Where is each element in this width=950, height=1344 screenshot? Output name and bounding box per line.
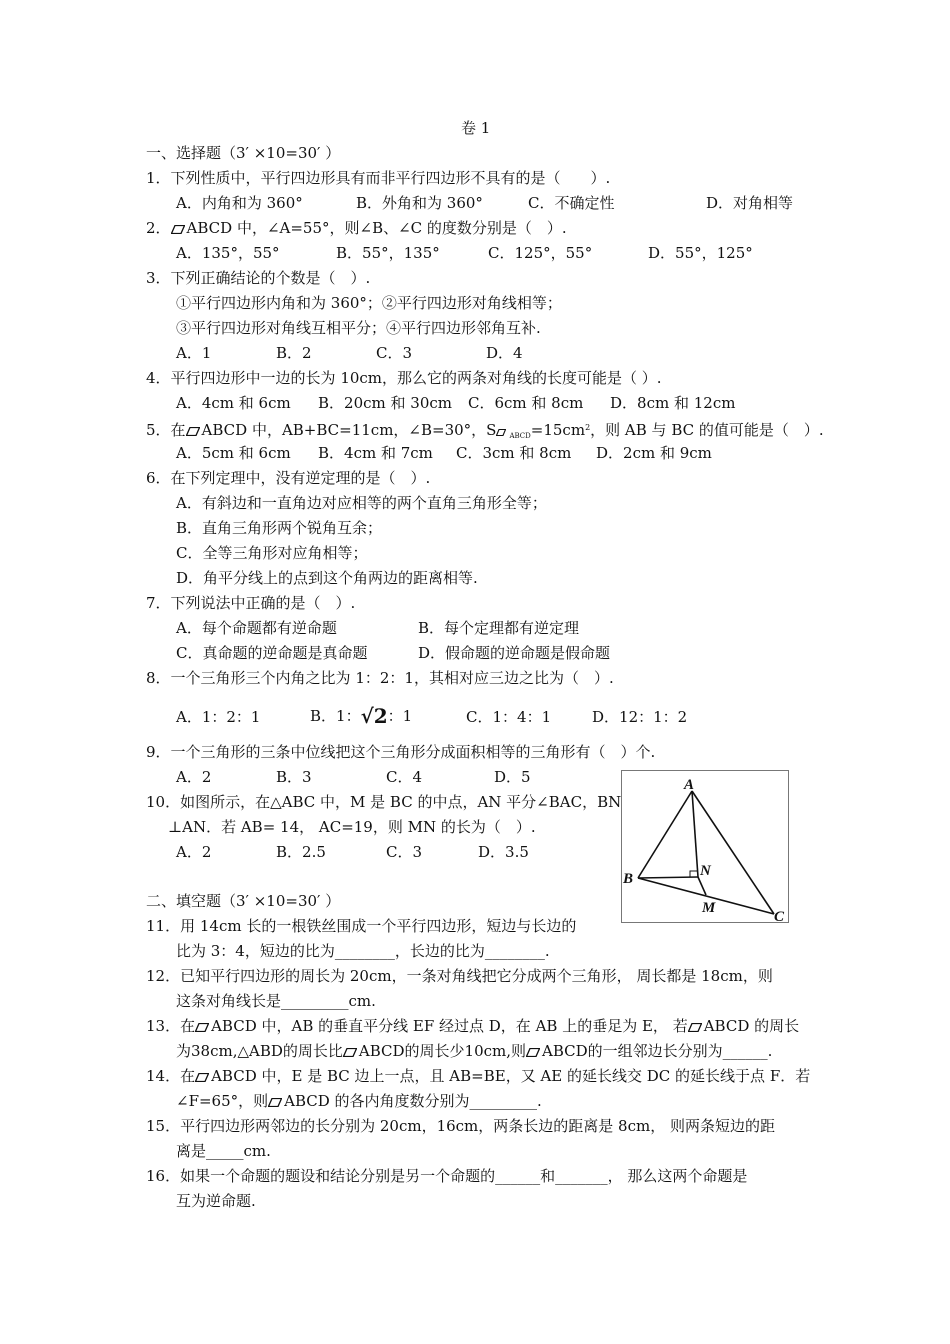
parallelogram-icon bbox=[343, 1048, 357, 1057]
q14-line-1 bbox=[146, 1066, 810, 1086]
q5-option-b: B．4cm 和 7cm bbox=[318, 444, 433, 462]
q1-option-a: A．内角和为 360° bbox=[176, 194, 303, 212]
q10-option-d: D．3.5 bbox=[478, 843, 529, 861]
parallelogram-icon bbox=[526, 1048, 540, 1057]
q5-text: ABCD 中，AB+BC=11cm，∠B=30°，S bbox=[201, 421, 497, 439]
segment-nm bbox=[698, 877, 706, 895]
q9-option-b: B．3 bbox=[276, 768, 312, 786]
q12-line-1: 12．已知平行四边形的周长为 20cm，一条对角线把它分成两个三角形， 周长都是 18cm，则 bbox=[146, 967, 773, 985]
q13-text-4: ABCD的周长少10cm,则 bbox=[358, 1042, 527, 1060]
q15-line-2: 离是_____cm. bbox=[176, 1142, 271, 1160]
label-c: C bbox=[774, 909, 785, 922]
q4-option-b: B．20cm 和 30cm bbox=[318, 394, 452, 412]
triangle-figure bbox=[621, 770, 789, 923]
label-b: B bbox=[623, 871, 634, 887]
q6-option-c: C．全等三角形对应角相等； bbox=[176, 544, 368, 562]
q8-option-d: D．12：1：2 bbox=[592, 708, 688, 726]
q8-option-c: C．1：4：1 bbox=[466, 708, 552, 726]
q8-stem: 8．一个三角形三个内角之比为 1：2：1，其相对应三边之比为（ ）. bbox=[146, 669, 614, 687]
q1-option-c: C．不确定性 bbox=[528, 194, 615, 212]
q4-option-a: A．4cm 和 6cm bbox=[176, 394, 291, 412]
q14-text-2: ∠F=65°，则 bbox=[176, 1092, 269, 1110]
label-n: N bbox=[700, 863, 711, 879]
parallelogram-icon bbox=[171, 225, 185, 234]
q6-option-a: A．有斜边和一直角边对应相等的两个直角三角形全等； bbox=[176, 494, 547, 512]
q7-option-c: C．真命题的逆命题是真命题 bbox=[176, 644, 368, 662]
q10-stem-line-2: ⊥AN．若 AB= 14， AC=19，则 MN 的长为（ ）. bbox=[168, 818, 536, 836]
parallelogram-icon bbox=[186, 427, 200, 436]
q3-option-a: A．1 bbox=[176, 344, 212, 362]
q3-stem: 3．下列正确结论的个数是（ ）. bbox=[146, 269, 371, 287]
q14-text-3: ABCD 的各内角度数分别为_________. bbox=[284, 1092, 542, 1110]
q8-option-b bbox=[310, 703, 412, 729]
q5-option-a: A．5cm 和 6cm bbox=[176, 444, 291, 462]
q1-stem: 1．下列性质中，平行四边形具有而非平行四边形不具有的是（ ）. bbox=[146, 169, 611, 187]
q9-option-d: D．5 bbox=[494, 768, 531, 786]
q14-text-1: ABCD 中，E 是 BC 边上一点，且 AB=BE，又 AE 的延长线交 DC 的延长线于点 F．若 bbox=[211, 1067, 811, 1085]
parallelogram-icon bbox=[688, 1023, 702, 1032]
q5-question: ，则 AB 与 BC 的值可能是（ ）. bbox=[590, 421, 824, 439]
q5-stem bbox=[146, 418, 824, 446]
q2-text: ABCD 中，∠A=55°，则∠B、∠C 的度数分别是（ ）. bbox=[186, 219, 567, 237]
q2-stem bbox=[146, 218, 567, 238]
q5-area-subscript: ABCD bbox=[509, 432, 531, 440]
q1-option-d: D．对角相等 bbox=[706, 194, 794, 212]
q14-line-2 bbox=[176, 1091, 542, 1111]
q2-option-b: B．55°，135° bbox=[336, 244, 440, 262]
q2-option-c: C．125°，55° bbox=[488, 244, 593, 262]
q2-option-d: D．55°，125° bbox=[648, 244, 753, 262]
q11-line-1: 11．用 14cm 长的一根铁丝围成一个平行四边形，短边与长边的 bbox=[146, 917, 577, 935]
q14-number: 14．在 bbox=[146, 1067, 196, 1085]
q6-option-d: D．角平分线上的点到这个角两边的距离相等. bbox=[176, 569, 478, 587]
parallelogram-icon bbox=[268, 1098, 282, 1107]
segment-an bbox=[692, 791, 698, 877]
parallelogram-icon bbox=[195, 1023, 209, 1032]
q4-stem: 4．平行四边形中一边的长为 10cm，那么它的两条对角线的长度可能是（ ）. bbox=[146, 369, 662, 387]
page-title: 卷 1 bbox=[461, 119, 491, 137]
edge-ab bbox=[638, 791, 692, 878]
section-choice-heading: 一、选择题（3′ ×10=30′ ） bbox=[146, 144, 341, 162]
q5-option-c: C．3cm 和 8cm bbox=[456, 444, 572, 462]
triangle-diagram bbox=[622, 771, 788, 922]
q9-option-a: A．2 bbox=[176, 768, 212, 786]
q13-text-2: ABCD 的周长 bbox=[703, 1017, 800, 1035]
q16-line-1: 16．如果一个命题的题设和结论分别是另一个命题的______和_______， 那么这两个命题是 bbox=[146, 1167, 748, 1185]
label-a: A bbox=[684, 777, 695, 793]
q13-text-5: ABCD的一组邻边长分别为______. bbox=[542, 1042, 773, 1060]
q5-area-value: =15cm bbox=[530, 421, 586, 439]
q10-option-b: B．2.5 bbox=[276, 843, 326, 861]
right-angle-mark bbox=[690, 871, 697, 877]
q7-stem: 7．下列说法中正确的是（ ）. bbox=[146, 594, 356, 612]
q3-option-d: D．4 bbox=[486, 344, 523, 362]
q10-option-c: C．3 bbox=[386, 843, 423, 861]
q9-stem: 9．一个三角形的三条中位线把这个三角形分成面积相等的三角形有（ ）个. bbox=[146, 743, 656, 761]
segment-bn bbox=[638, 877, 698, 878]
q8-option-b-prefix: B．1： bbox=[310, 707, 361, 725]
q11-line-2: 比为 3：4，短边的比为________，长边的比为________. bbox=[176, 942, 550, 960]
q13-text-1: ABCD 中，AB 的垂直平分线 EF 经过点 D，在 AB 上的垂足为 E， 若 bbox=[211, 1017, 688, 1035]
q9-option-c: C．4 bbox=[386, 768, 423, 786]
q4-option-c: C．6cm 和 8cm bbox=[468, 394, 584, 412]
label-m: M bbox=[702, 900, 716, 916]
q5-area-superscript: 2 bbox=[585, 423, 591, 432]
q7-option-a: A．每个命题都有逆命题 bbox=[176, 619, 337, 637]
q13-line-1 bbox=[146, 1016, 799, 1036]
q13-text-3: 为38cm,△ABD的周长比 bbox=[176, 1042, 343, 1060]
q8-option-a: A．1：2：1 bbox=[176, 708, 261, 726]
q13-line-2 bbox=[176, 1041, 772, 1061]
parallelogram-icon bbox=[496, 429, 506, 436]
q13-number: 13．在 bbox=[146, 1017, 196, 1035]
q7-option-b: B．每个定理都有逆定理 bbox=[418, 619, 580, 637]
q6-option-b: B．直角三角形两个锐角互余； bbox=[176, 519, 383, 537]
q3-statement-line-1: ①平行四边形内角和为 360°；②平行四边形对角线相等； bbox=[176, 294, 562, 312]
q3-option-b: B．2 bbox=[276, 344, 312, 362]
q6-stem: 6．在下列定理中，没有逆定理的是（ ）. bbox=[146, 469, 431, 487]
q4-option-d: D．8cm 和 12cm bbox=[610, 394, 736, 412]
q3-statement-line-2: ③平行四边形对角线互相平分；④平行四边形邻角互补. bbox=[176, 319, 541, 337]
q8-option-b-suffix: ：1 bbox=[387, 707, 413, 725]
q7-option-d: D．假命题的逆命题是假命题 bbox=[418, 644, 611, 662]
q8-sqrt-two: √2 bbox=[360, 704, 388, 728]
section-fill-heading: 二、填空题（3′ ×10=30′ ） bbox=[146, 892, 341, 910]
q10-option-a: A．2 bbox=[176, 843, 212, 861]
q3-option-c: C．3 bbox=[376, 344, 413, 362]
q12-line-2: 这条对角线长是_________cm. bbox=[176, 992, 376, 1010]
q16-line-2: 互为逆命题. bbox=[176, 1192, 256, 1210]
q10-stem-line-1: 10．如图所示，在△ABC 中，M 是 BC 的中点，AN 平分∠BAC，BN bbox=[146, 793, 622, 811]
q2-option-a: A．135°，55° bbox=[176, 244, 280, 262]
parallelogram-icon bbox=[195, 1073, 209, 1082]
q5-prefix: 5．在 bbox=[146, 421, 186, 439]
q15-line-1: 15．平行四边形两邻边的长分别为 20cm，16cm，两条长边的距离是 8cm， 则两条短边的距 bbox=[146, 1117, 775, 1135]
q1-option-b: B．外角和为 360° bbox=[356, 194, 483, 212]
q5-option-d: D．2cm 和 9cm bbox=[596, 444, 712, 462]
q2-number: 2． bbox=[146, 219, 171, 237]
